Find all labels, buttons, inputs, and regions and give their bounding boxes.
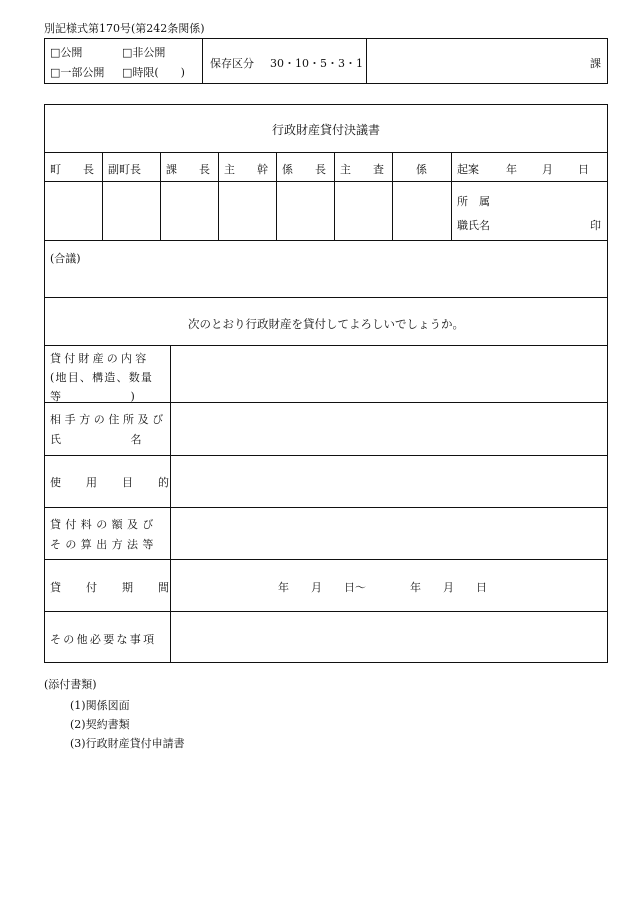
drafted-year: 年 bbox=[506, 163, 517, 176]
row-label-fee: 貸付料の額及び その算出方法等 bbox=[50, 518, 158, 551]
statement: 次のとおり行政財産を貸付してよろしいでしょうか。 bbox=[188, 317, 464, 331]
approver-label: 主 査 bbox=[340, 163, 384, 176]
drafted-affiliation: 所 属 bbox=[457, 195, 490, 208]
drafted-day: 日 bbox=[578, 163, 589, 176]
consultation-label: (合議) bbox=[50, 252, 81, 265]
attachment-item: (1)関係図面 bbox=[70, 699, 130, 712]
form-title: 行政財産貸付決議書 bbox=[271, 123, 380, 137]
form-number: 別記様式第170号(第242条関係) bbox=[44, 22, 205, 35]
approver-seal-cell[interactable] bbox=[393, 182, 450, 240]
fee-value-cell[interactable] bbox=[171, 508, 607, 559]
attachment-item: (2)契約書類 bbox=[70, 718, 130, 731]
row-label-counterparty: 相手方の住所及び 氏 名 bbox=[50, 413, 167, 446]
approver-label: 副町長 bbox=[108, 163, 141, 176]
period-value[interactable]: 年 月 日～ 年 月 日 bbox=[278, 581, 487, 594]
approver-label: 係 bbox=[416, 163, 427, 176]
approver-seal-cell[interactable] bbox=[161, 182, 218, 240]
approver-seal-cell[interactable] bbox=[219, 182, 276, 240]
disclosure-non-public-checkbox[interactable]: □非公開 bbox=[122, 46, 166, 59]
row-label-other: その他必要な事項 bbox=[50, 633, 157, 646]
approver-label: 町 長 bbox=[50, 163, 94, 176]
attachment-item: (3)行政財産貸付申請書 bbox=[70, 737, 185, 750]
drafted-month: 月 bbox=[542, 163, 553, 176]
approver-label: 課 長 bbox=[166, 163, 210, 176]
drafted-name: 職氏名 bbox=[457, 219, 490, 232]
disclosure-partial-checkbox[interactable]: □一部公開 bbox=[50, 66, 105, 79]
approver-seal-cell[interactable] bbox=[335, 182, 392, 240]
row-label-period: 貸 付 期 間 bbox=[50, 581, 176, 594]
approver-label: 主 幹 bbox=[224, 163, 268, 176]
property-value-cell[interactable] bbox=[171, 346, 607, 402]
approver-label: 係 長 bbox=[282, 163, 326, 176]
other-value-cell[interactable] bbox=[171, 612, 607, 662]
row-label-property: 貸付財産の内容 (地目、構造、数量 等 ) bbox=[50, 352, 154, 403]
retention-label: 保存区分 bbox=[210, 57, 254, 70]
retention-values: 30・10・5・3・1 bbox=[270, 57, 363, 70]
section-suffix: 課 bbox=[590, 57, 601, 70]
row-label-purpose: 使 用 目 的 bbox=[50, 476, 176, 489]
drafted-label: 起案 bbox=[457, 163, 479, 176]
approver-seal-cell[interactable] bbox=[277, 182, 334, 240]
approver-seal-cell[interactable] bbox=[103, 182, 160, 240]
purpose-value-cell[interactable] bbox=[171, 456, 607, 507]
attachments-label: (添付書類) bbox=[44, 678, 97, 691]
disclosure-public-checkbox[interactable]: □公開 bbox=[50, 46, 83, 59]
drafted-seal: 印 bbox=[590, 219, 601, 232]
disclosure-time-limit-checkbox[interactable]: □時限( ) bbox=[122, 66, 185, 79]
approver-seal-cell[interactable] bbox=[45, 182, 102, 240]
counterparty-value-cell[interactable] bbox=[171, 403, 607, 455]
